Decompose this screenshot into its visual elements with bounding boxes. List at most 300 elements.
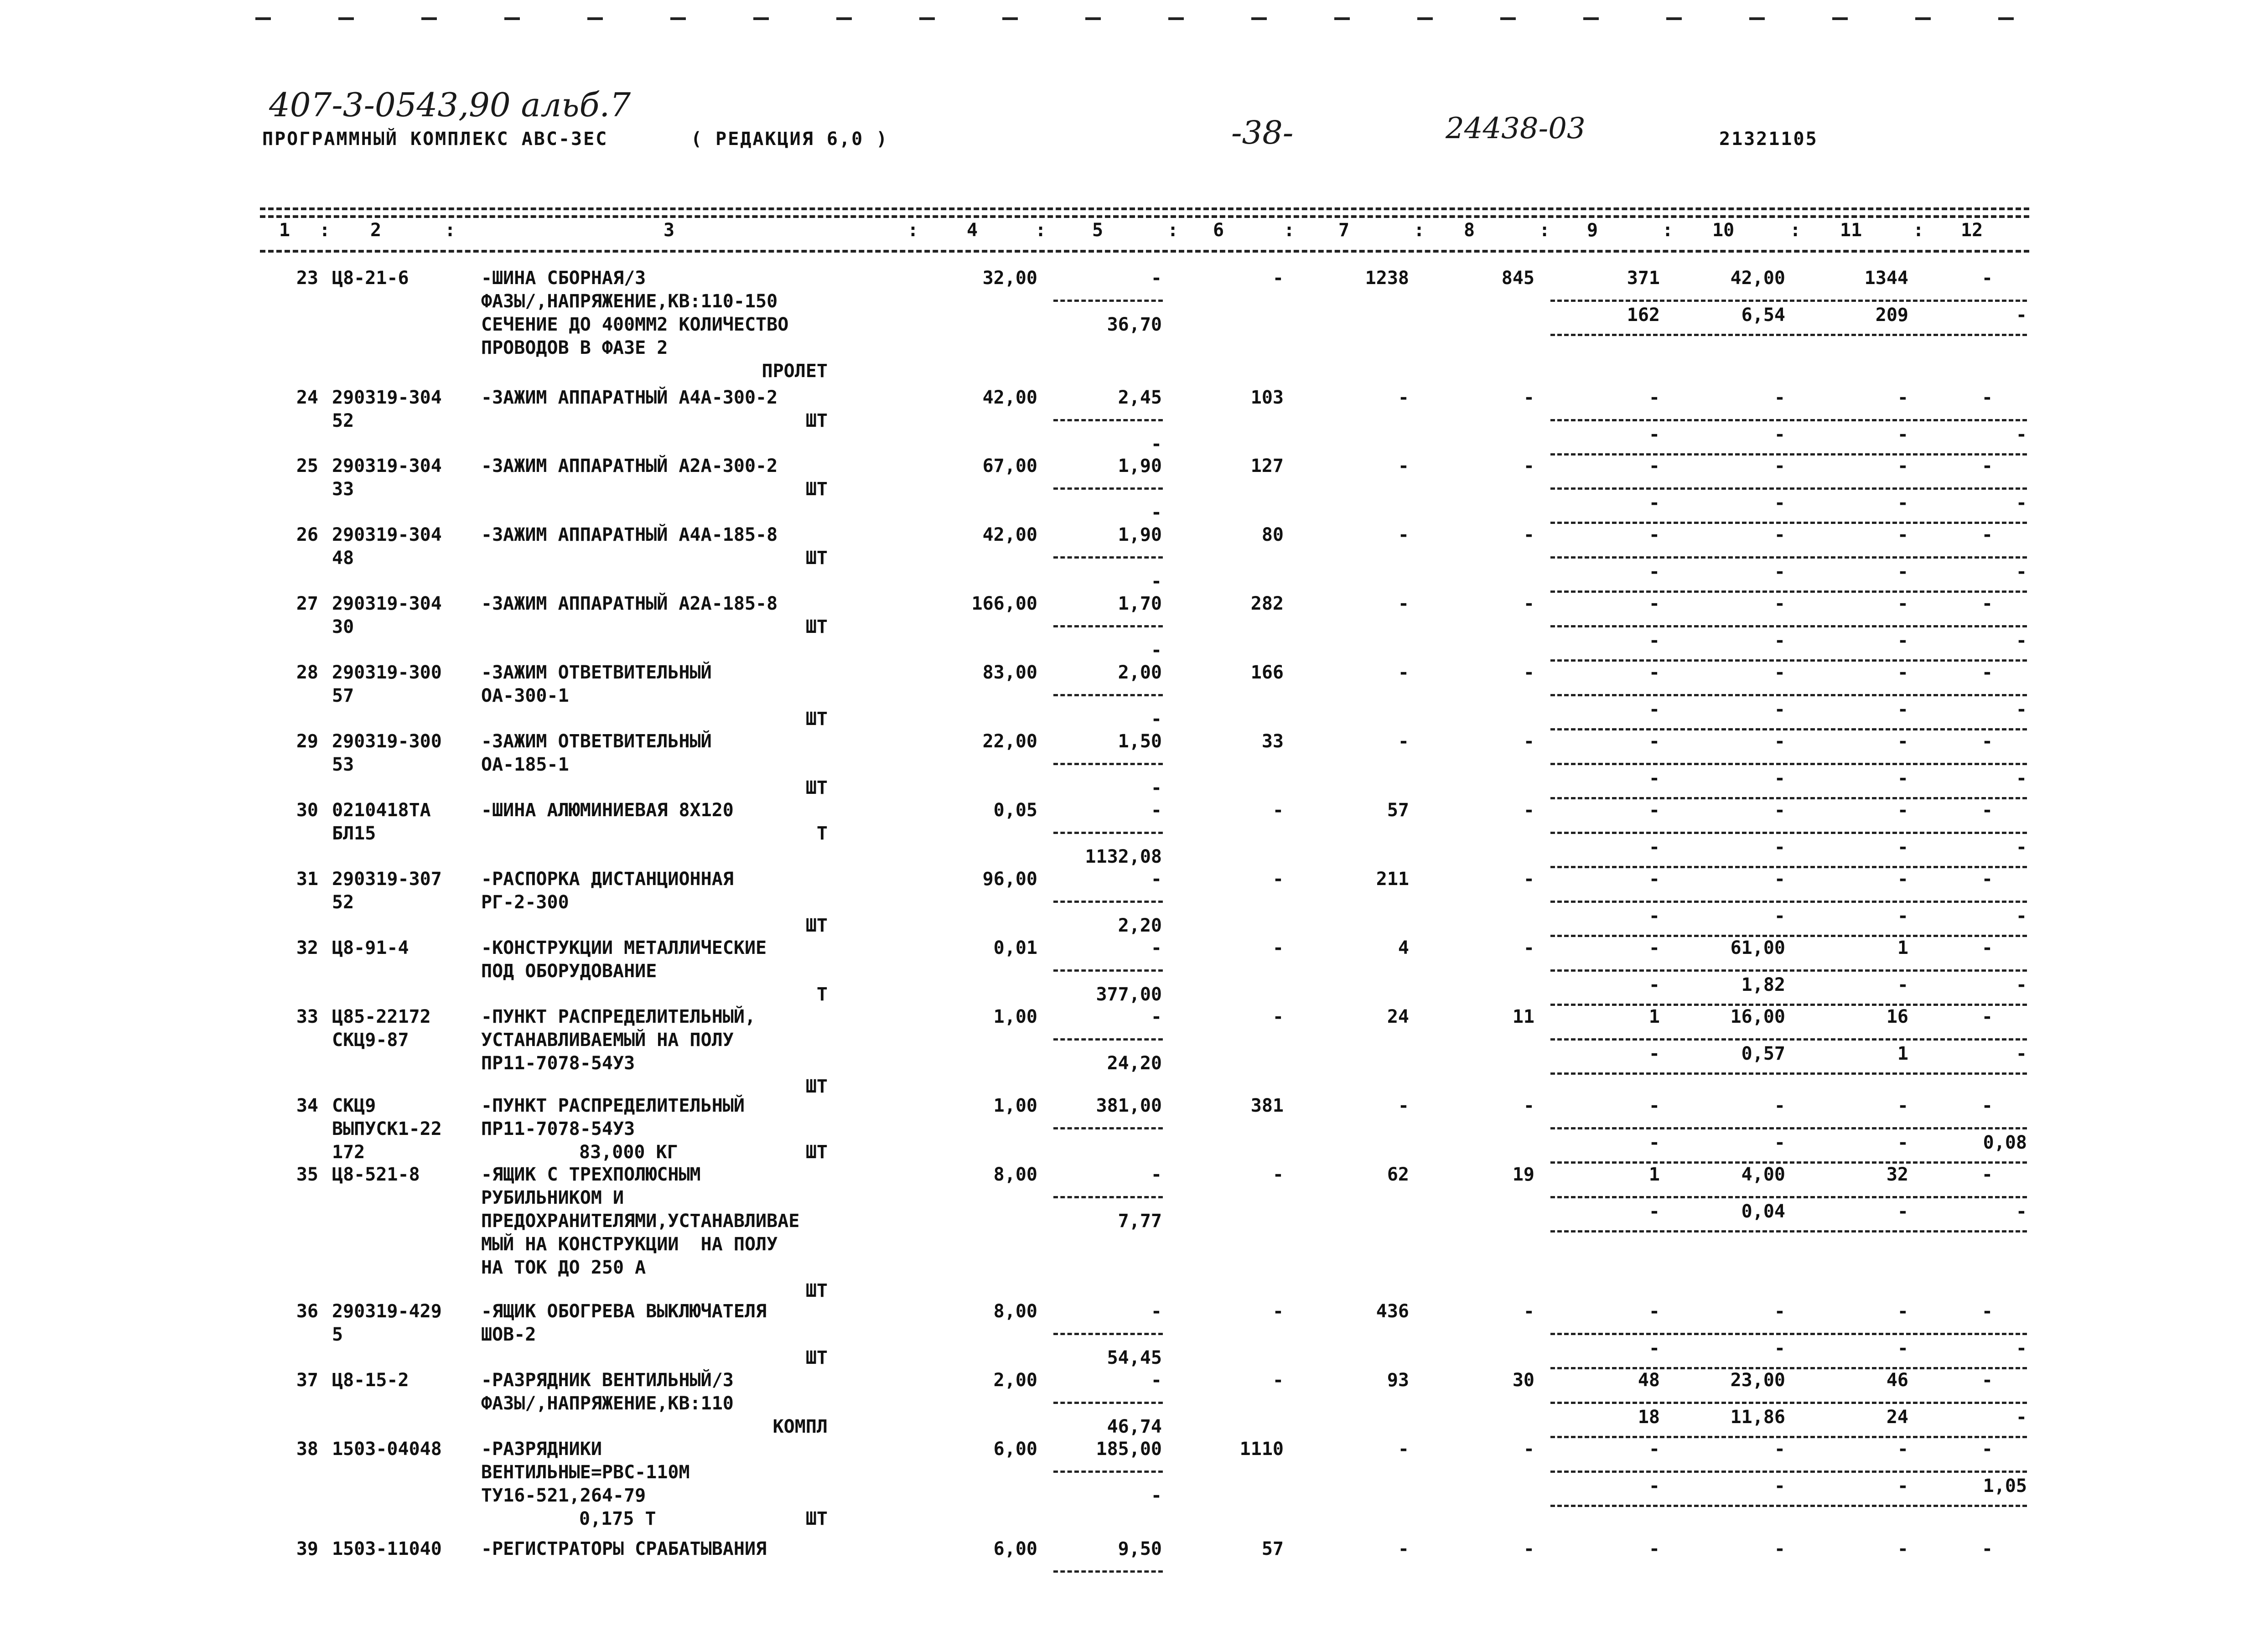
dashed-separator	[1550, 694, 2027, 696]
cell-col12-top: -	[1981, 1370, 1993, 1391]
cell-col6: -	[1272, 869, 1284, 890]
cell-col5-bottom: 2,20	[1118, 915, 1162, 936]
cell-col7: -	[1398, 593, 1409, 614]
cell-col10-top: -	[1774, 662, 1785, 683]
cell-col9-top: 1	[1648, 1006, 1660, 1027]
cell-col11-top: -	[1897, 662, 1908, 683]
row-code: 5	[332, 1324, 343, 1345]
row-code: 290319-304	[332, 456, 442, 476]
dashed-separator	[1053, 1196, 1163, 1198]
cell-col11-top: -	[1897, 1095, 1908, 1116]
row-code: 33	[332, 479, 354, 500]
dashed-separator	[1550, 866, 2027, 868]
row-number: 26	[296, 524, 318, 545]
dashed-separator	[1053, 1127, 1163, 1129]
margin-dash	[1500, 17, 1516, 20]
cell-col10-top: 4,00	[1741, 1164, 1785, 1185]
column-separator: :	[1913, 220, 1924, 241]
cell-col10-bottom: 1,82	[1741, 974, 1785, 995]
cell-col9-bottom: 162	[1627, 305, 1660, 326]
margin-dash	[1085, 17, 1101, 20]
cell-col10-top: -	[1774, 1439, 1785, 1460]
row-description: ТУ16-521,264-79	[481, 1485, 646, 1506]
row-unit: ШТ	[805, 410, 828, 431]
row-code: БЛ15	[332, 823, 376, 844]
row-unit: ШТ	[805, 1280, 828, 1301]
cell-col5-top: 1,50	[1118, 731, 1162, 752]
cell-col9-bottom: -	[1648, 1201, 1660, 1222]
cell-col9-bottom: -	[1648, 1476, 1660, 1497]
cell-col7: 62	[1387, 1164, 1409, 1185]
row-description: ВЕНТИЛЬНЫЕ=РВС-110М	[481, 1462, 690, 1483]
table-top-rule	[260, 207, 2029, 210]
dashed-separator	[1550, 728, 2027, 730]
column-number-10: 10	[1712, 220, 1735, 241]
dashed-separator	[1550, 659, 2027, 662]
cell-col7: 211	[1376, 869, 1409, 890]
cell-col9-top: -	[1648, 869, 1660, 890]
cell-col10-top: -	[1774, 800, 1785, 821]
row-code: 53	[332, 754, 354, 775]
row-description: -КОНСТРУКЦИИ МЕТАЛЛИЧЕСКИЕ	[481, 937, 767, 958]
margin-dash	[1334, 17, 1350, 20]
row-description: -ЗАЖИМ ОТВЕТВИТЕЛЬНЫЙ	[481, 662, 712, 683]
row-code: 290319-300	[332, 662, 442, 683]
dashed-separator	[1550, 1004, 2027, 1006]
row-unit: ШТ	[805, 709, 828, 730]
cell-col7: 24	[1387, 1006, 1409, 1027]
cell-col4: 67,00	[982, 456, 1037, 476]
row-code: СКЦ9-87	[332, 1030, 409, 1051]
cell-col12-bottom: -	[2016, 906, 2027, 927]
cell-col10-bottom: -	[1774, 492, 1785, 513]
cell-col12-top: -	[1981, 1006, 1993, 1027]
row-description: УСТАНАВЛИВАЕМЫЙ НА ПОЛУ	[481, 1030, 734, 1051]
cell-col6: -	[1272, 1164, 1284, 1185]
cell-col11-top: 1	[1897, 937, 1908, 958]
row-number: 27	[296, 593, 318, 614]
cell-col8: -	[1523, 387, 1534, 408]
margin-dash	[1749, 17, 1765, 20]
column-separator: :	[1662, 220, 1674, 241]
row-code: 52	[332, 410, 354, 431]
cell-col9-top: -	[1648, 1538, 1660, 1559]
cell-col12-top: -	[1981, 800, 1993, 821]
dashed-separator	[1053, 556, 1163, 559]
cell-col9-bottom: -	[1648, 699, 1660, 720]
row-description: -ЯЩИК С ТРЕХПОЛЮСНЫМ	[481, 1164, 701, 1185]
cell-col8: 845	[1501, 268, 1534, 289]
cell-col5-bottom: 36,70	[1107, 314, 1162, 335]
row-code: 48	[332, 548, 354, 569]
column-separator: :	[1414, 220, 1425, 241]
column-number-2: 2	[370, 220, 382, 241]
cell-col11-top: -	[1897, 731, 1908, 752]
cell-col5-bottom: 7,77	[1118, 1211, 1162, 1232]
cell-col10-bottom: -	[1774, 1132, 1785, 1153]
cell-col11-top: -	[1897, 524, 1908, 545]
row-description: -ПУНКТ РАСПРЕДЕЛИТЕЛЬНЫЙ	[481, 1095, 745, 1116]
cell-col9-top: -	[1648, 387, 1660, 408]
dashed-separator	[1550, 901, 2027, 903]
row-unit: Т	[816, 823, 828, 844]
cell-col9-top: -	[1648, 524, 1660, 545]
cell-col10-bottom: -	[1774, 837, 1785, 858]
cell-col12-top: -	[1981, 869, 1993, 890]
cell-col5-top: -	[1151, 1301, 1162, 1322]
dashed-separator	[1053, 763, 1163, 765]
row-description: ПР11-7078-54У3	[481, 1119, 635, 1139]
cell-col10-bottom: -	[1774, 630, 1785, 651]
cell-col4: 1,00	[993, 1006, 1037, 1027]
cell-col9-bottom: -	[1648, 974, 1660, 995]
dashed-separator	[1550, 1471, 2027, 1473]
cell-col11-bottom: -	[1897, 1476, 1908, 1497]
cell-col5-top: 2,00	[1118, 662, 1162, 683]
cell-col11-bottom: 209	[1875, 305, 1908, 326]
column-separator: :	[1790, 220, 1801, 241]
cell-col12-top: -	[1981, 1095, 1993, 1116]
dashed-separator	[1550, 797, 2027, 799]
column-number-9: 9	[1587, 220, 1598, 241]
row-number: 38	[296, 1439, 318, 1460]
cell-col5-bottom: -	[1151, 777, 1162, 798]
row-code: 290319-300	[332, 731, 442, 752]
dashed-separator	[1550, 763, 2027, 765]
cell-col6: -	[1272, 937, 1284, 958]
dashed-separator	[1053, 969, 1163, 972]
row-description: ФАЗЫ/,НАПРЯЖЕНИЕ,КВ:110	[481, 1393, 734, 1414]
cell-col12-bottom: -	[2016, 974, 2027, 995]
cell-col12-bottom: -	[2016, 305, 2027, 326]
cell-col5-bottom: -	[1151, 1485, 1162, 1506]
dashed-separator	[1053, 625, 1163, 627]
cell-col4: 2,00	[993, 1370, 1037, 1391]
cell-col10-bottom: 0,57	[1741, 1043, 1785, 1064]
row-number: 31	[296, 869, 318, 890]
cell-col4: 1,00	[993, 1095, 1037, 1116]
doc-code: 21321105	[1719, 129, 1818, 150]
row-unit: ШТ	[805, 915, 828, 936]
handwritten-code: 407-3-0543,90 альб.7	[269, 86, 631, 124]
cell-col10-top: -	[1774, 869, 1785, 890]
cell-col11-bottom: -	[1897, 837, 1908, 858]
cell-col10-top: -	[1774, 456, 1785, 476]
cell-col12-top: -	[1981, 1301, 1993, 1322]
margin-dash	[1915, 17, 1931, 20]
row-description: -ПУНКТ РАСПРЕДЕЛИТЕЛЬНЫЙ,	[481, 1006, 756, 1027]
row-number: 37	[296, 1370, 318, 1391]
row-description: -ЗАЖИМ АППАРАТНЫЙ А4А-300-2	[481, 387, 778, 408]
cell-col5-top: -	[1151, 869, 1162, 890]
cell-col11-bottom: -	[1897, 1338, 1908, 1359]
edition-label: ( РЕДАКЦИЯ 6,0 )	[691, 129, 889, 150]
cell-col12-bottom: -	[2016, 768, 2027, 789]
cell-col9-bottom: -	[1648, 424, 1660, 445]
cell-col12-bottom: -	[2016, 424, 2027, 445]
cell-col7: -	[1398, 387, 1409, 408]
margin-dash	[255, 17, 271, 20]
margin-dash	[421, 17, 437, 20]
row-unit: ШТ	[805, 1347, 828, 1368]
cell-col11-bottom: 1	[1897, 1043, 1908, 1064]
cell-col9-top: -	[1648, 1301, 1660, 1322]
cell-col5-top: -	[1151, 1164, 1162, 1185]
cell-col9-top: -	[1648, 800, 1660, 821]
cell-col11-bottom: -	[1897, 974, 1908, 995]
margin-dash	[1583, 17, 1599, 20]
cell-col10-top: -	[1774, 731, 1785, 752]
row-description: ПРЕДОХРАНИТЕЛЯМИ,УСТАНАВЛИВАЕ	[481, 1211, 800, 1232]
cell-col11-bottom: -	[1897, 492, 1908, 513]
cell-col9-top: 371	[1627, 268, 1660, 289]
cell-col10-bottom: -	[1774, 1476, 1785, 1497]
row-description: -ШИНА СБОРНАЯ/3	[481, 268, 646, 289]
row-number: 32	[296, 937, 318, 958]
cell-col8: -	[1523, 593, 1534, 614]
cell-col8: -	[1523, 731, 1534, 752]
margin-dash	[1002, 17, 1018, 20]
cell-col6: 57	[1261, 1538, 1284, 1559]
cell-col9-top: -	[1648, 662, 1660, 683]
cell-col5-bottom: -	[1151, 434, 1162, 455]
row-unit: ШТ	[805, 1508, 828, 1529]
dashed-separator	[1550, 1072, 2027, 1075]
row-number: 34	[296, 1095, 318, 1116]
row-description: СЕЧЕНИЕ ДО 400ММ2 КОЛИЧЕСТВО	[481, 314, 789, 335]
cell-col9-bottom: -	[1648, 1132, 1660, 1153]
dashed-separator	[1053, 487, 1163, 490]
cell-col10-bottom: 11,86	[1730, 1407, 1785, 1428]
cell-col12-top: -	[1981, 937, 1993, 958]
column-separator: :	[1167, 220, 1179, 241]
row-code: СКЦ9	[332, 1095, 376, 1116]
row-number: 25	[296, 456, 318, 476]
cell-col8: -	[1523, 937, 1534, 958]
column-separator: :	[1284, 220, 1295, 241]
row-description: -ЗАЖИМ АППАРАТНЫЙ А2А-300-2	[481, 456, 778, 476]
cell-col9-bottom: -	[1648, 630, 1660, 651]
dashed-separator	[1550, 1367, 2027, 1369]
row-description: РУБИЛЬНИКОМ И	[481, 1187, 624, 1208]
cell-col10-top: -	[1774, 1538, 1785, 1559]
cell-col9-bottom: -	[1648, 1043, 1660, 1064]
cell-col5-top: 1,90	[1118, 456, 1162, 476]
cell-col6: 1110	[1239, 1439, 1284, 1460]
row-code: 0210418ТА	[332, 800, 431, 821]
row-number: 33	[296, 1006, 318, 1027]
cell-col5-bottom: 377,00	[1096, 984, 1162, 1005]
cell-col4: 42,00	[982, 524, 1037, 545]
program-title: ПРОГРАММНЫЙ КОМПЛЕКС АВС-3ЕС	[262, 129, 608, 150]
cell-col12-top: -	[1981, 456, 1993, 476]
cell-col10-bottom: -	[1774, 906, 1785, 927]
cell-col11-bottom: -	[1897, 561, 1908, 582]
cell-col4: 0,01	[993, 937, 1037, 958]
row-description: -ШИНА АЛЮМИНИЕВАЯ 8Х120	[481, 800, 734, 821]
cell-col9-bottom: -	[1648, 837, 1660, 858]
cell-col4: 8,00	[993, 1164, 1037, 1185]
row-number: 35	[296, 1164, 318, 1185]
row-code: Ц8-15-2	[332, 1370, 409, 1391]
cell-col12-bottom: -	[2016, 1201, 2027, 1222]
margin-dash	[1998, 17, 2014, 20]
cell-col11-top: 46	[1886, 1370, 1908, 1391]
row-code: 290319-307	[332, 869, 442, 890]
handwritten-doc-number: 24438-03	[1446, 112, 1586, 145]
cell-col12-top: -	[1981, 268, 1993, 289]
cell-col12-top: -	[1981, 662, 1993, 683]
cell-col5-top: -	[1151, 1006, 1162, 1027]
cell-col12-top: -	[1981, 1164, 1993, 1185]
row-description: -РАЗРЯДНИКИ	[481, 1439, 602, 1460]
row-code: Ц8-21-6	[332, 268, 409, 289]
row-weight: 0,175 Т	[579, 1508, 656, 1529]
row-number: 24	[296, 387, 318, 408]
cell-col11-bottom: -	[1897, 630, 1908, 651]
cell-col7: 4	[1398, 937, 1409, 958]
row-code: 172	[332, 1142, 365, 1163]
cell-col12-bottom: 1,05	[1983, 1476, 2027, 1497]
cell-col8: -	[1523, 1538, 1534, 1559]
cell-col5-top: 9,50	[1118, 1538, 1162, 1559]
row-number: 28	[296, 662, 318, 683]
row-unit: ШТ	[805, 616, 828, 637]
column-number-12: 12	[1961, 220, 1983, 241]
cell-col11-bottom: -	[1897, 906, 1908, 927]
cell-col5-top: 381,00	[1096, 1095, 1162, 1116]
cell-col9-top: -	[1648, 731, 1660, 752]
row-description: -РАСПОРКА ДИСТАНЦИОННАЯ	[481, 869, 734, 890]
cell-col9-bottom: -	[1648, 492, 1660, 513]
cell-col10-top: -	[1774, 1095, 1785, 1116]
cell-col11-top: -	[1897, 1439, 1908, 1460]
cell-col10-top: 61,00	[1730, 937, 1785, 958]
dashed-separator	[1053, 1038, 1163, 1041]
row-unit: ШТ	[805, 1076, 828, 1097]
row-number: 29	[296, 731, 318, 752]
dashed-separator	[1550, 1333, 2027, 1335]
cell-col12-bottom: -	[2016, 1043, 2027, 1064]
cell-col6: -	[1272, 268, 1284, 289]
cell-col8: -	[1523, 869, 1534, 890]
dashed-separator	[1550, 300, 2027, 302]
dashed-separator	[1053, 300, 1163, 302]
cell-col11-top: -	[1897, 1301, 1908, 1322]
cell-col10-top: 23,00	[1730, 1370, 1785, 1391]
row-code: 290319-304	[332, 593, 442, 614]
cell-col8: 19	[1512, 1164, 1534, 1185]
row-description: ОА-300-1	[481, 685, 569, 706]
cell-col5-bottom: -	[1151, 640, 1162, 661]
cell-col10-bottom: 0,04	[1741, 1201, 1785, 1222]
cell-col8: 11	[1512, 1006, 1534, 1027]
cell-col7: -	[1398, 1439, 1409, 1460]
cell-col4: 22,00	[982, 731, 1037, 752]
cell-col9-top: -	[1648, 1095, 1660, 1116]
dashed-separator	[1550, 1161, 2027, 1164]
dashed-separator	[1053, 1570, 1163, 1573]
row-code: Ц8-91-4	[332, 937, 409, 958]
cell-col9-top: 1	[1648, 1164, 1660, 1185]
cell-col12-bottom: -	[2016, 561, 2027, 582]
cell-col5-bottom: 1132,08	[1085, 846, 1162, 867]
dashed-separator	[1053, 694, 1163, 696]
cell-col5-top: 1,70	[1118, 593, 1162, 614]
margin-dash	[1168, 17, 1184, 20]
cell-col12-bottom: -	[2016, 837, 2027, 858]
cell-col5-bottom: -	[1151, 571, 1162, 592]
cell-col10-bottom: -	[1774, 699, 1785, 720]
dashed-separator	[1550, 1230, 2027, 1233]
cell-col11-top: 1344	[1864, 268, 1908, 289]
cell-col12-bottom: -	[2016, 1407, 2027, 1428]
cell-col9-top: 48	[1638, 1370, 1660, 1391]
row-number: 30	[296, 800, 318, 821]
cell-col8: -	[1523, 662, 1534, 683]
cell-col12-top: -	[1981, 387, 1993, 408]
cell-col6: -	[1272, 800, 1284, 821]
cell-col7: -	[1398, 1095, 1409, 1116]
row-unit: ШТ	[805, 548, 828, 569]
margin-dash	[1417, 17, 1433, 20]
row-code: 57	[332, 685, 354, 706]
cell-col9-bottom: -	[1648, 1338, 1660, 1359]
row-number: 23	[296, 268, 318, 289]
cell-col11-top: -	[1897, 1538, 1908, 1559]
dashed-separator	[1550, 556, 2027, 559]
cell-col5-top: -	[1151, 800, 1162, 821]
cell-col9-top: -	[1648, 456, 1660, 476]
dashed-separator	[1550, 1127, 2027, 1129]
column-number-5: 5	[1092, 220, 1104, 241]
dashed-separator	[1550, 419, 2027, 421]
row-description: ШОВ-2	[481, 1324, 536, 1345]
cell-col7: -	[1398, 731, 1409, 752]
row-unit: Т	[816, 984, 828, 1005]
cell-col12-bottom: 0,08	[1983, 1132, 2027, 1153]
margin-dash	[1832, 17, 1848, 20]
cell-col8: -	[1523, 456, 1534, 476]
cell-col7: 436	[1376, 1301, 1409, 1322]
row-code: 30	[332, 616, 354, 637]
dashed-separator	[1550, 487, 2027, 490]
margin-dash	[504, 17, 520, 20]
dashed-separator	[1053, 1471, 1163, 1473]
cell-col10-bottom: 6,54	[1741, 305, 1785, 326]
cell-col7: 93	[1387, 1370, 1409, 1391]
column-separator: :	[445, 220, 456, 241]
cell-col9-top: -	[1648, 937, 1660, 958]
cell-col6: -	[1272, 1370, 1284, 1391]
dashed-separator	[1550, 1196, 2027, 1198]
row-code: 290319-304	[332, 524, 442, 545]
cell-col5-top: 1,90	[1118, 524, 1162, 545]
row-code: 1503-11040	[332, 1538, 442, 1559]
column-number-7: 7	[1338, 220, 1350, 241]
cell-col12-top: -	[1981, 524, 1993, 545]
cell-col5-bottom: 54,45	[1107, 1347, 1162, 1368]
cell-col4: 83,00	[982, 662, 1037, 683]
dashed-separator	[1550, 453, 2027, 456]
cell-col6: 166	[1250, 662, 1284, 683]
cell-col11-top: 16	[1886, 1006, 1908, 1027]
row-unit: КОМПЛ	[772, 1416, 828, 1437]
row-description: ПР11-7078-54У3	[481, 1053, 635, 1074]
margin-dash	[338, 17, 354, 20]
column-number-6: 6	[1213, 220, 1224, 241]
column-number-1: 1	[279, 220, 290, 241]
